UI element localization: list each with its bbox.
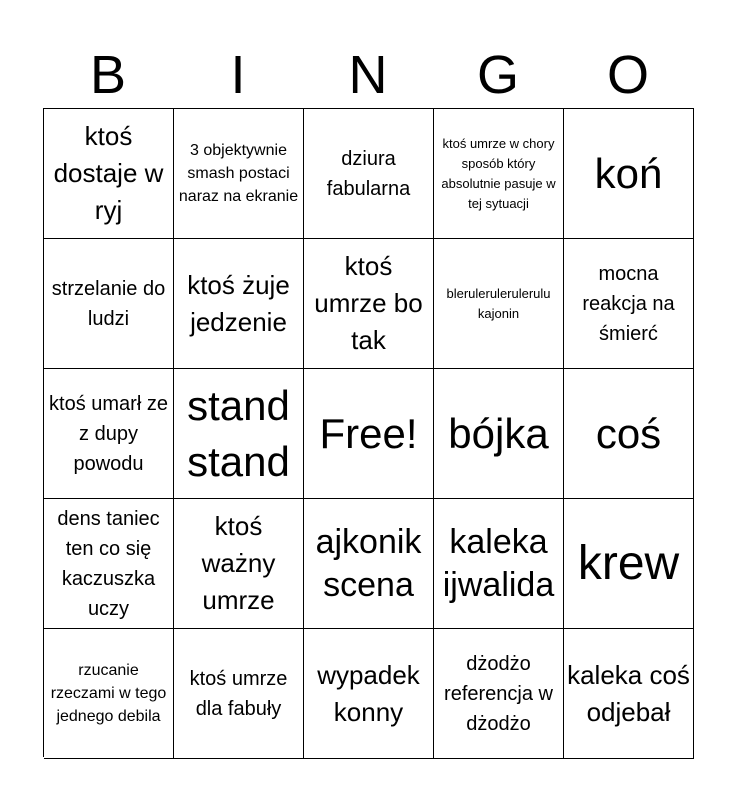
cell-text: ktoś umarł ze z dupy powodu	[49, 392, 168, 475]
free-space-cell[interactable]	[304, 369, 434, 499]
bingo-cell[interactable]	[564, 239, 694, 369]
cell-text: wypadek konny	[317, 659, 420, 727]
cell-text: stand stand	[187, 381, 290, 485]
bingo-cell[interactable]	[564, 109, 694, 239]
bingo-cell[interactable]	[174, 109, 304, 239]
bingo-cell[interactable]	[174, 629, 304, 759]
bingo-cell[interactable]	[174, 369, 304, 499]
bingo-cell[interactable]	[434, 109, 564, 239]
bingo-cell[interactable]	[564, 369, 694, 499]
bingo-cell[interactable]	[44, 239, 174, 369]
cell-text: ajkonik scena	[315, 522, 422, 604]
header-letter-o: O	[606, 45, 649, 105]
cell-text: strzelanie do ludzi	[51, 277, 166, 330]
bingo-cell[interactable]	[304, 629, 434, 759]
cell-text: mocna reakcja na śmierć	[582, 262, 675, 345]
free-space-text: Free!	[319, 409, 418, 457]
cell-text: krew	[577, 536, 680, 590]
bingo-cell[interactable]	[174, 239, 304, 369]
header-letter-n: N	[348, 45, 388, 105]
cell-text: ktoś umrze w chory sposób który absolutnie pasuje w tej sytuacji	[441, 135, 556, 211]
bingo-cell[interactable]	[564, 499, 694, 629]
bingo-cell[interactable]	[44, 109, 174, 239]
bingo-cell[interactable]	[564, 629, 694, 759]
bingo-board	[43, 108, 694, 757]
cell-text: kaleka coś odjebał	[567, 659, 690, 727]
cell-text: coś	[595, 409, 662, 457]
cell-text: 3 objektywnie smash postaci naraz na ekranie	[178, 142, 299, 205]
cell-text: ktoś ważny umrze	[201, 511, 276, 615]
cell-text: dżodżo referencja w dżodżo	[444, 652, 553, 735]
bingo-cell[interactable]	[174, 499, 304, 629]
bingo-cell[interactable]	[44, 369, 174, 499]
cell-text: ktoś umrze bo tak	[314, 251, 423, 355]
cell-text: rzucanie rzeczami w tego jednego debila	[50, 662, 167, 725]
bingo-cell[interactable]	[44, 629, 174, 759]
bingo-cell[interactable]	[304, 239, 434, 369]
bingo-cell[interactable]	[304, 499, 434, 629]
cell-text: dens taniec ten co się kaczuszka uczy	[57, 507, 160, 620]
cell-text: ktoś dostaje w ryj	[53, 121, 164, 225]
header-letter-b: B	[89, 45, 127, 105]
header-letter-i: I	[230, 45, 246, 105]
bingo-header	[43, 42, 693, 108]
bingo-cell[interactable]	[304, 109, 434, 239]
cell-text: dziura fabularna	[326, 147, 411, 200]
bingo-cell[interactable]	[44, 499, 174, 629]
header-letter-g: G	[476, 45, 519, 105]
cell-text: ktoś żuje jedzenie	[187, 269, 290, 337]
cell-text: ktoś umrze dla fabuły	[189, 667, 288, 720]
cell-text: blerulerulerulerulu kajonin	[446, 285, 551, 321]
bingo-cell[interactable]	[434, 499, 564, 629]
cell-text: bójka	[448, 409, 549, 457]
cell-text: kaleka ijwalida	[442, 522, 555, 604]
bingo-cell[interactable]	[434, 239, 564, 369]
bingo-cell[interactable]	[434, 369, 564, 499]
bingo-cell[interactable]	[434, 629, 564, 759]
cell-text: koń	[594, 149, 663, 197]
